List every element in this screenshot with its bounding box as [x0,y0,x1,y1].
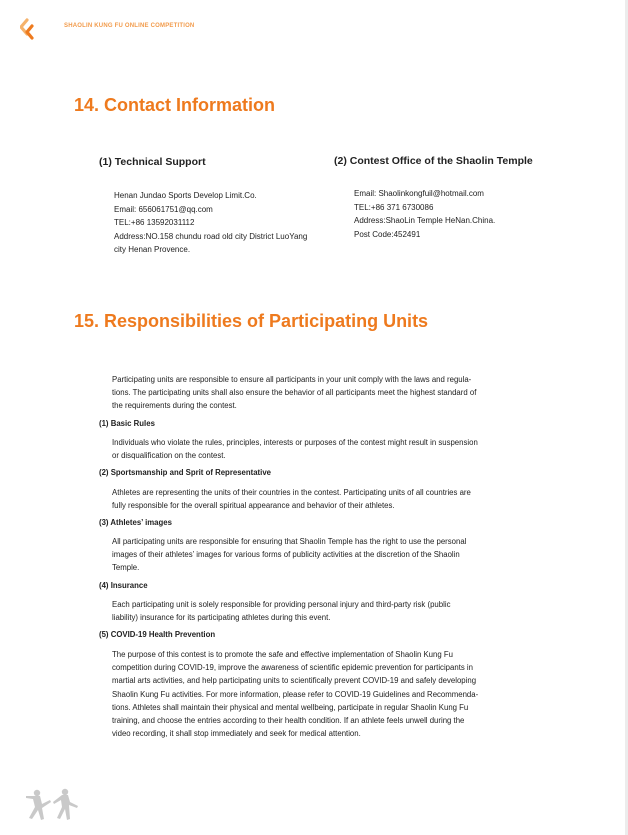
paragraph-line: tions. The participating units shall also ensure the behavior of all participants meet the highest standard of [112,388,477,398]
contest-office-address: Address:ShaoLin Temple HeNan.China. [354,216,496,225]
paragraph-line: Each participating unit is solely responsible for providing personal injury and third-party risk (public [112,600,451,609]
contest-office-phone: TEL:+86 371 6730086 [354,202,434,212]
covid-prevention-heading: (5) COVID-19 Health Prevention [99,630,216,639]
technical-support-address-cont: city Henan Provence. [114,245,191,254]
technical-support-address: Address:NO.158 chundu road old city District LuoYang [114,231,308,241]
paragraph-line: competition during COVID-19, improve the awareness of scientific epidemic prevention for participants in [112,663,473,673]
insurance-text [112,598,450,624]
paragraph-line: images of their athletes’ images for various forms of publicity activities at the discretion of the Shaolin [112,550,460,560]
athletes-images-text [112,535,466,575]
contest-office-email: Email: Shaolinkongfuil@hotmail.com [354,189,484,198]
paragraph-line: video recording, it shall stop immediately and seek for medical attention. [112,729,361,739]
athletes-images-heading: (3) Athletes’ images [99,518,172,527]
section-14-heading: 14. Contact Information [74,95,276,115]
paragraph-line: Participating units are responsible to ensure all participants in your unit comply with the laws and regula- [112,375,472,384]
paragraph-line: or disqualification on the contest. [112,451,226,461]
technical-support-phone: TEL:+86 13592031112 [114,218,195,227]
contest-office-postcode: Post Code:452491 [354,229,421,239]
basic-rules-text [112,436,478,462]
covid-prevention-text [112,648,478,740]
technical-support-title: (1) Technical Support [99,156,206,168]
orange-chevron-logo-icon [20,18,36,40]
paragraph-line: Individuals who violate the rules, principles, interests or purposes of the contest might result in suspension [112,438,478,447]
sportsmanship-heading: (2) Sportsmanship and Sprit of Representative [99,468,271,477]
insurance-heading: (4) Insurance [99,581,148,590]
section-15-heading: 15. Responsibilities of Participating Units [74,311,429,331]
technical-support-company: Henan Jundao Sports Develop Limit.Co. [114,191,257,200]
paragraph-line: Shaolin Kung Fu activities. For more information, please refer to COVID-19 Guidelines and Recommenda- [112,689,479,699]
basic-rules-heading: (1) Basic Rules [99,419,155,428]
paragraph-line: The purpose of this contest is to promote the safe and effective implementation of Shaolin Kung Fu [112,650,453,659]
paragraph-line: training, and choose the entries according to their health condition. If an athlete feels unwell during the [112,716,465,726]
contest-office-title: (2) Contest Office of the Shaolin Temple [334,155,533,167]
paragraph-line: the requirements during the contest. [112,401,237,411]
paragraph-line: tions. Athletes shall maintain their physical and mental wellbeing, participate in regular Shaolin Kung Fu [112,702,469,712]
kung-fu-fighters-watermark-icon [24,786,80,822]
paragraph-line: martial arts activities, and help participating units to scientifically prevent COVID-19 and safely developing [112,676,477,686]
contest-office-details [354,187,495,241]
responsibilities-intro [112,373,476,413]
paragraph-line: All participating units are responsible for ensuring that Shaolin Temple has the right to use the personal [112,537,467,546]
paragraph-line: liability) insurance for its participating athletes during this event. [112,613,331,623]
paragraph-line: fully responsible for the overall spiritual appearance and behavior of their athletes. [112,501,395,511]
running-header-title: SHAOLIN KUNG FU ONLINE COMPETITION [64,23,195,29]
technical-support-details [114,189,307,257]
paragraph-line: Temple. [112,563,140,573]
technical-support-email: Email: 656061751@qq.com [114,204,213,214]
paragraph-line: Athletes are representing the units of their countries in the contest. Participating units of all countries are [112,488,471,497]
sportsmanship-text [112,486,471,512]
